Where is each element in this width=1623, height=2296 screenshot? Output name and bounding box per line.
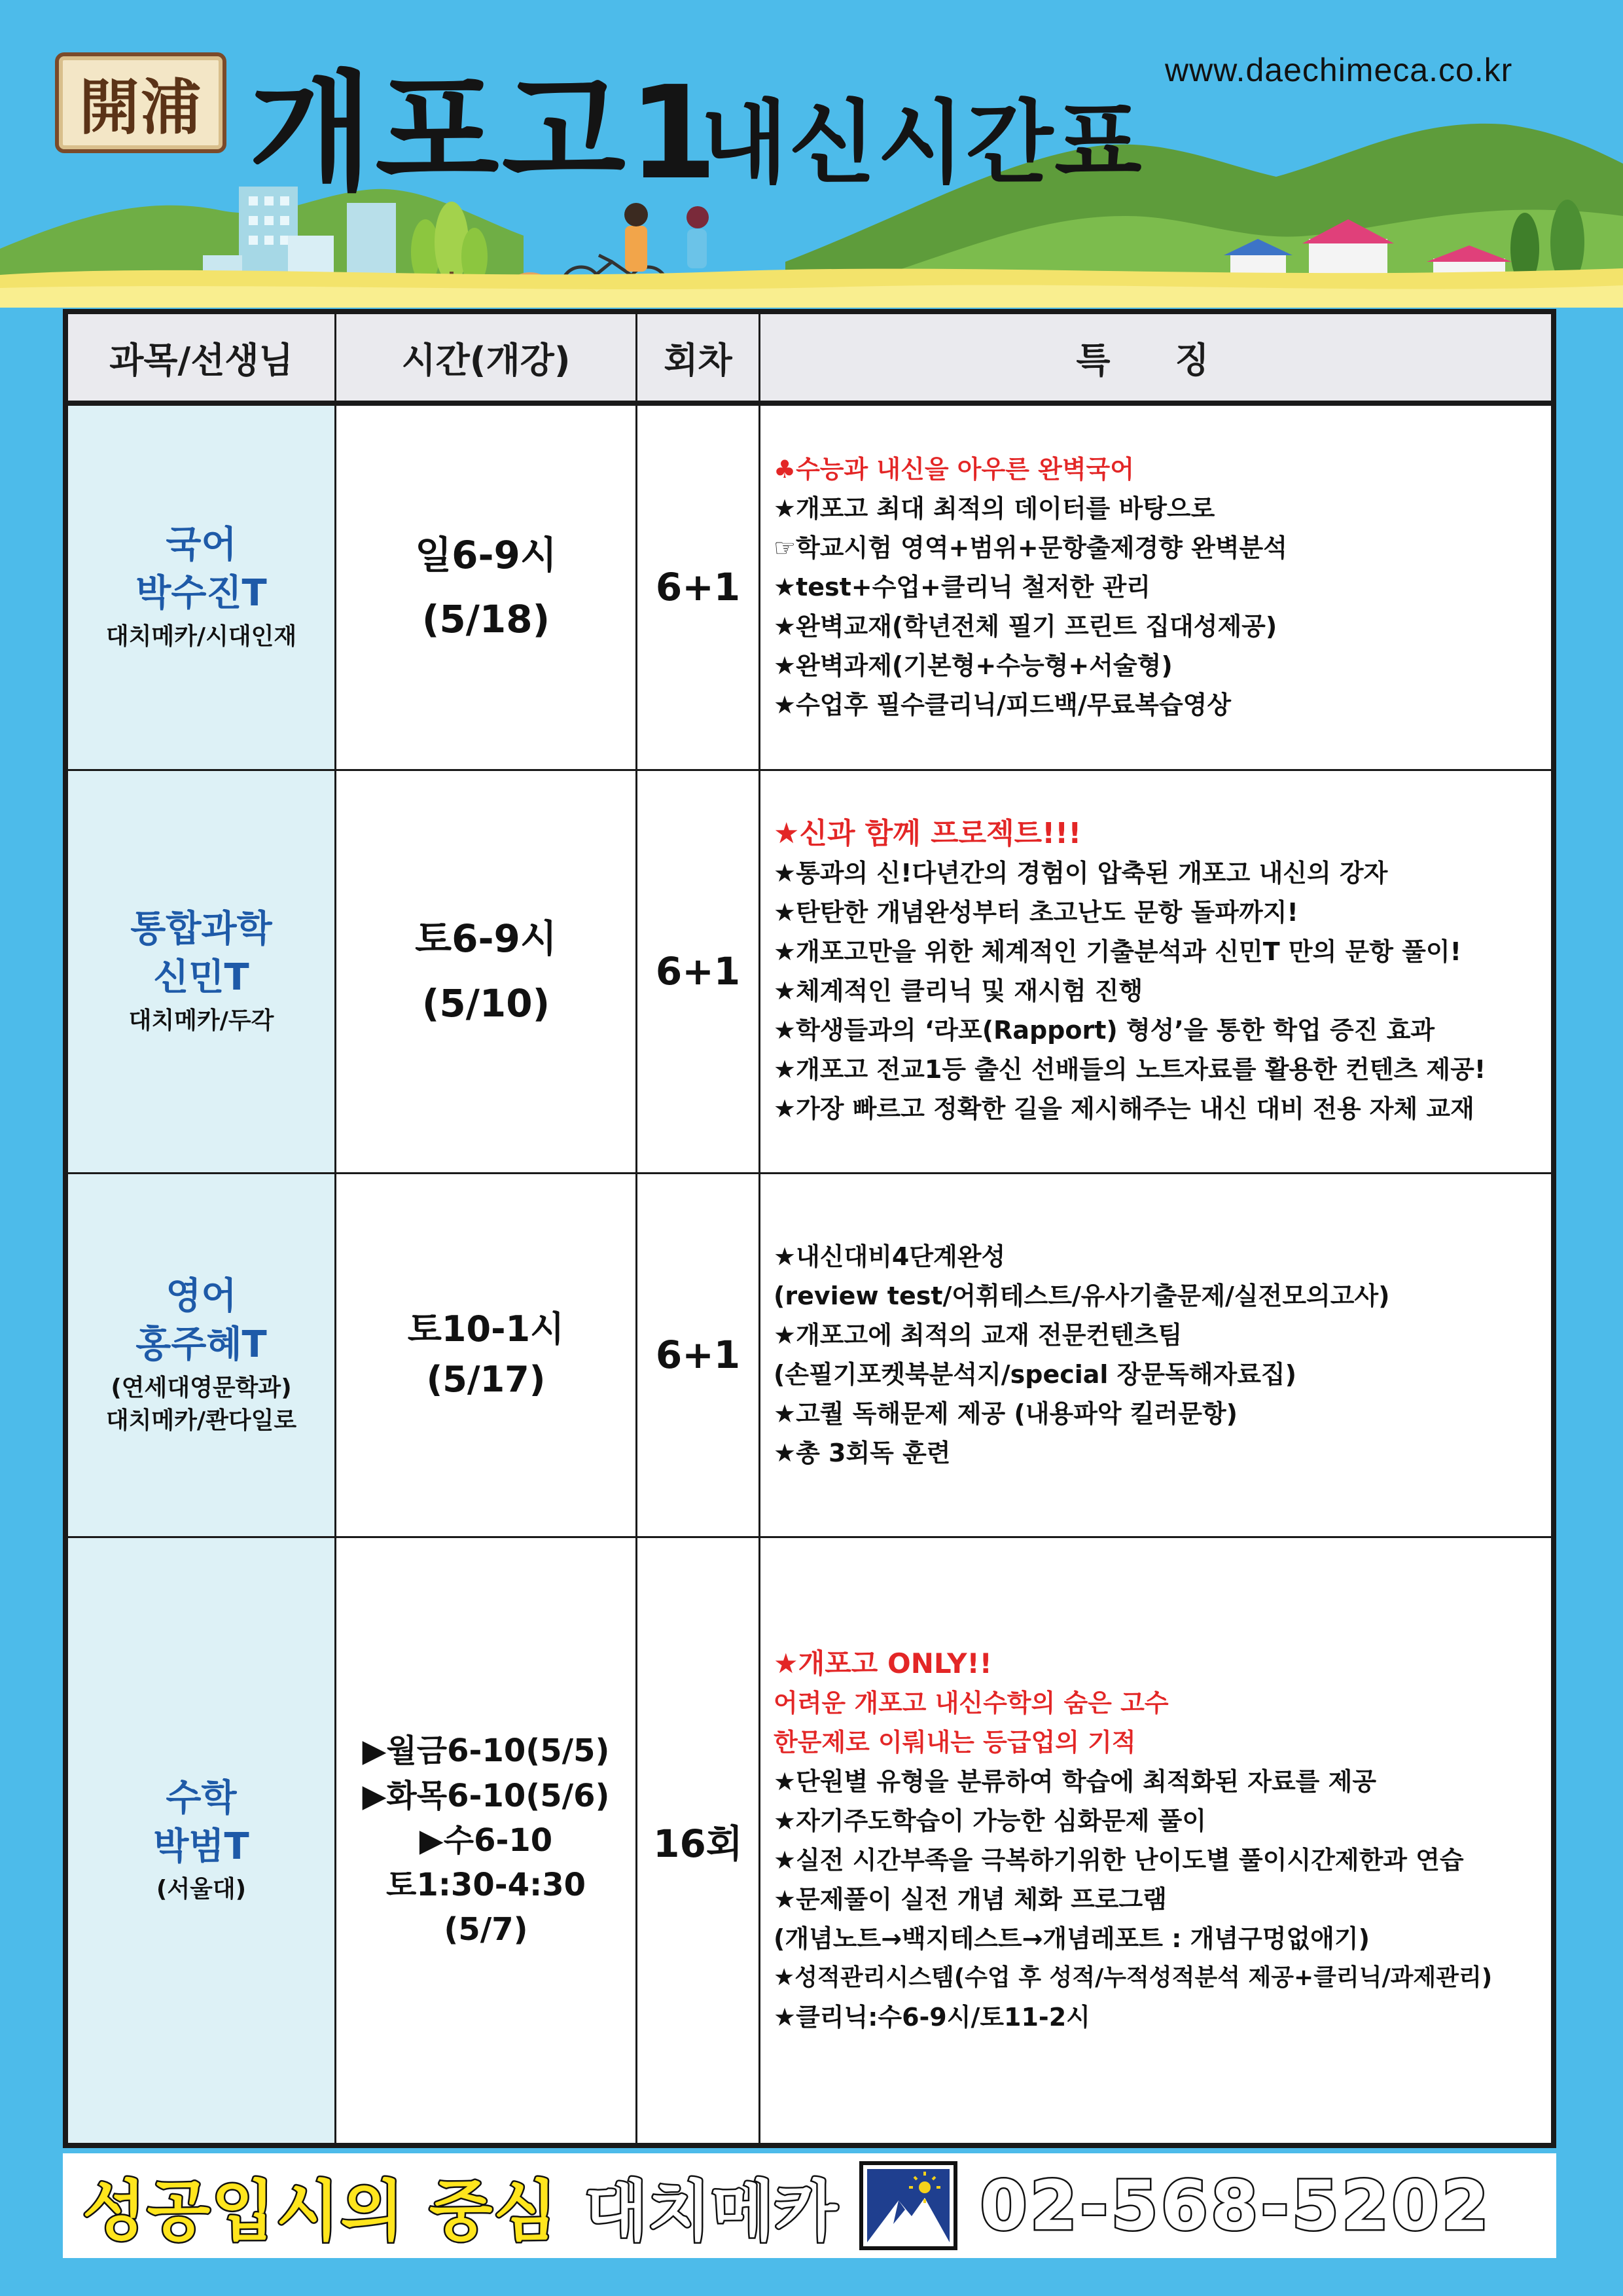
feature-line: ★수업후 필수클리닉/피드백/무료복습영상 (774, 691, 1232, 720)
class-time: ▶월금6-10(5/5) (362, 1732, 610, 1770)
teacher-name: 박범T (153, 1825, 249, 1868)
feature-line: ★개포고 최대 최적의 데이터를 바탕으로 (774, 494, 1215, 524)
phone-number[interactable]: 02-568-5202 (980, 2166, 1492, 2246)
class-time: ▶수6-10 (419, 1821, 553, 1859)
feature-line: ★가장 빠르고 정확한 길을 제시해주는 내신 대비 전용 자체 교재 (774, 1094, 1474, 1123)
feature-line: ♣수능과 내신을 아우른 완벽국어 (774, 455, 1134, 484)
teacher-name: 박수진T (135, 572, 267, 615)
table-row (67, 1173, 1552, 1537)
subject-name: 국어 (166, 524, 237, 567)
class-time: 토6-9시 (415, 916, 557, 961)
feature-line: ★test+수업+클리닉 철저한 관리 (774, 573, 1151, 602)
page-subtitle: 내신시간표 (700, 90, 1143, 196)
teacher-name: 홍주혜T (135, 1323, 267, 1366)
teacher-affiliation: (연세대영문학과) (111, 1374, 292, 1401)
feature-line: ★문제풀이 실전 개념 체화 프로그램 (774, 1884, 1167, 1914)
feature-line: ★성적관리시스템(수업 후 성적/누적성적분석 제공+클리닉/과제관리) (774, 1964, 1493, 1991)
footer-slogan: 성공입시의 중심 (82, 2173, 559, 2250)
school-logo (55, 52, 226, 153)
time-cell (336, 1537, 637, 2144)
feature-line: ★단원별 유형을 분류하여 학습에 최적화된 자료를 제공 (774, 1767, 1377, 1796)
feature-line: ★완벽과제(기본형+수능형+서술형) (774, 651, 1173, 681)
start-date: (5/17) (426, 1359, 546, 1400)
time-cell (336, 770, 637, 1173)
page-title: 개포고1 (249, 59, 721, 208)
header-features: 특 징 (760, 314, 1552, 404)
feature-line: ★개포고 ONLY!! (774, 1647, 992, 1679)
feature-line: ★내신대비4단계완성 (774, 1242, 1006, 1271)
class-time: ▶화목6-10(5/6) (362, 1777, 610, 1814)
footer-banner (63, 2153, 1556, 2258)
feature-line: ★총 3회독 훈련 (774, 1439, 951, 1467)
feature-line: (손필기포켓북분석지/special 장문독해자료집) (774, 1360, 1296, 1389)
feature-line: ★완벽교재(학년전체 필기 프린트 집대성제공) (774, 612, 1277, 641)
table-row (67, 1537, 1552, 2144)
subject-cell (67, 1173, 336, 1537)
table-row (67, 403, 1552, 770)
schedule-table (63, 309, 1556, 2148)
teacher-affiliation: 대치메카/시대인재 (105, 622, 297, 650)
feature-line: ★학생들과의 ‘라포(Rapport) 형성’을 통한 학업 증진 효과 (774, 1016, 1435, 1045)
class-time: 토1:30-4:30 (385, 1866, 586, 1903)
features-cell (760, 1537, 1552, 2144)
teacher-name: 신민T (153, 956, 249, 999)
class-time: 토10-1시 (407, 1308, 565, 1350)
header-time: 시간(개강) (336, 314, 637, 404)
session-count: 6+1 (637, 770, 760, 1173)
brand-name: 대치메카 (584, 2173, 838, 2250)
subject-name: 통합과학 (130, 907, 272, 950)
feature-line: ★탄탄한 개념완성부터 초고난도 문항 돌파까지! (774, 898, 1298, 927)
header-subject: 과목/선생님 (67, 314, 336, 404)
time-cell (336, 403, 637, 770)
session-count: 16회 (637, 1537, 760, 2144)
feature-line: ★개포고만을 위한 체계적인 기출분석과 신민T 만의 문항 풀이! (774, 937, 1461, 966)
features-cell (760, 1173, 1552, 1537)
feature-line: ★고퀄 독해문제 제공 (내용파악 킬러문항) (774, 1399, 1238, 1428)
start-date: (5/10) (421, 981, 550, 1026)
teacher-affiliation: 대치메카/두각 (128, 1007, 274, 1034)
page-header (0, 0, 1623, 308)
features-cell (760, 403, 1552, 770)
feature-line: (review test/어휘테스트/유사기출문제/실전모의고사) (774, 1282, 1390, 1310)
teacher-affiliation: (서울대) (156, 1876, 247, 1903)
table-row (67, 770, 1552, 1173)
feature-line: ★개포고에 최적의 교재 전문컨텐츠팀 (774, 1321, 1183, 1350)
features-cell (760, 770, 1552, 1173)
subject-cell (67, 1537, 336, 2144)
feature-line: ★체계적인 클리닉 및 재시험 진행 (774, 977, 1143, 1005)
table-header-row (67, 314, 1552, 404)
time-cell (336, 1173, 637, 1537)
session-count: 6+1 (637, 1173, 760, 1537)
feature-line: ☞학교시험 영역+범위+문항출제경향 완벽분석 (774, 533, 1287, 563)
feature-line: ★신과 함께 프로젝트!!! (774, 817, 1082, 850)
feature-line: ★클리닉:수6-9시/토11-2시 (774, 2002, 1090, 2032)
school-logo-text: 開浦 (79, 72, 202, 143)
feature-line: ★개포고 전교1등 출신 선배들의 노트자료를 활용한 컨텐츠 제공! (774, 1055, 1486, 1084)
subject-cell (67, 770, 336, 1173)
mountain-logo-icon (859, 2161, 957, 2250)
website-url[interactable]: www.daechimeca.co.kr (1165, 52, 1513, 88)
feature-line: 어려운 개포고 내신수학의 숨은 고수 (774, 1688, 1169, 1717)
feature-line: 한문제로 이뤄내는 등급업의 기적 (774, 1727, 1136, 1757)
subject-cell (67, 403, 336, 770)
start-date: (5/7) (444, 1910, 528, 1948)
feature-line: ★실전 시간부족을 극복하기위한 난이도별 풀이시간제한과 연습 (774, 1845, 1464, 1874)
feature-line: ★통과의 신!다년간의 경험이 압축된 개포고 내신의 강자 (774, 859, 1388, 888)
header-count: 회차 (637, 314, 760, 404)
session-count: 6+1 (637, 403, 760, 770)
feature-line: (개념노트→백지테스트→개념레포트 : 개념구멍없애기) (774, 1924, 1370, 1953)
teacher-affiliation: 대치메카/콴다일로 (105, 1407, 297, 1434)
subject-name: 수학 (166, 1776, 237, 1820)
start-date: (5/18) (421, 597, 550, 642)
feature-line: ★자기주도학습이 가능한 심화문제 풀이 (774, 1806, 1207, 1835)
class-time: 일6-9시 (415, 532, 557, 577)
subject-name: 영어 (166, 1274, 237, 1318)
